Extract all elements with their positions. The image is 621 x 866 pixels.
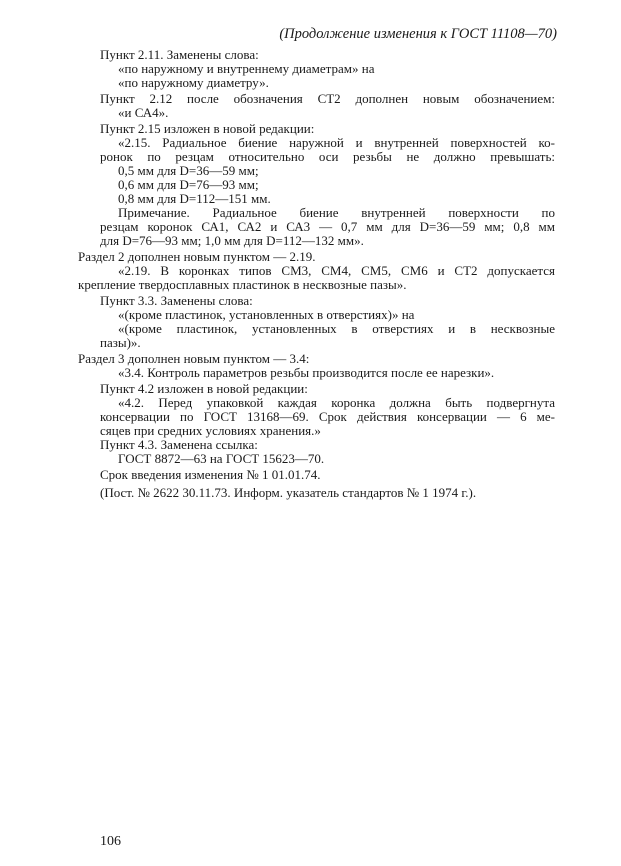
text-line: «и СА4». bbox=[118, 105, 169, 120]
text-line: сяцев при средних условиях хранения.» bbox=[100, 423, 321, 438]
text-line: консервации по ГОСТ 13168—69. Срок действия консервации — 6 ме- bbox=[100, 409, 555, 424]
text-line: 0,8 мм для D=112—151 мм. bbox=[118, 191, 271, 206]
text-line: Раздел 3 дополнен новым пунктом — 3.4: bbox=[78, 351, 310, 366]
running-header: (Продолжение изменения к ГОСТ 11108—70) bbox=[279, 26, 557, 42]
text-line: Раздел 2 дополнен новым пунктом — 2.19. bbox=[78, 249, 316, 264]
text-line: «по наружному диаметру». bbox=[118, 75, 269, 90]
text-line: 0,6 мм для D=76—93 мм; bbox=[118, 177, 259, 192]
text-line: ГОСТ 8872—63 на ГОСТ 15623—70. bbox=[118, 451, 325, 466]
text-line: «по наружному и внутреннему диаметрам» на bbox=[118, 61, 375, 76]
text-line: Срок введения изменения № 1 01.01.74. bbox=[100, 467, 321, 482]
text-line: «2.19. В коронках типов СМ3, СМ4, СМ5, СМ6 и СТ2 допускается bbox=[118, 263, 555, 278]
text-line: Пункт 2.15 изложен в новой редакции: bbox=[100, 121, 315, 136]
text-line: «(кроме пластинок, установленных в отверстиях)» на bbox=[118, 307, 415, 322]
text-line: «4.2. Перед упаковкой каждая коронка должна быть подвергнута bbox=[118, 395, 555, 410]
text-line: Пункт 2.12 после обозначения СТ2 дополнен новым обозначением: bbox=[100, 91, 555, 106]
text-line: «2.15. Радиальное биение наружной и внутренней поверхностей ко- bbox=[118, 135, 555, 150]
note-line: Примечание. Радиальное биение внутренней поверхности по bbox=[118, 205, 555, 220]
text-line: резцам коронок СА1, СА2 и СА3 — 0,7 мм для D=36—59 мм; 0,8 мм bbox=[100, 219, 555, 234]
text-line: «(кроме пластинок, установленных в отверстиях и в несквозные bbox=[118, 321, 555, 336]
text-line: Пункт 4.2 изложен в новой редакции: bbox=[100, 381, 308, 396]
text-line: Пункт 3.3. Заменены слова: bbox=[100, 293, 253, 308]
page-number: 106 bbox=[100, 834, 121, 849]
text-line: Пункт 2.11. Заменены слова: bbox=[100, 47, 259, 62]
text-line: для D=76—93 мм; 1,0 мм для D=112—132 мм». bbox=[100, 233, 364, 248]
text-line: 0,5 мм для D=36—59 мм; bbox=[118, 163, 259, 178]
text-line: пазы)». bbox=[100, 335, 141, 350]
text-line: (Пост. № 2622 30.11.73. Информ. указатель стандартов № 1 1974 г.). bbox=[100, 485, 477, 500]
text-line: крепление твердосплавных пластинок в несквозные пазы». bbox=[78, 277, 407, 292]
text-line: ронок по резцам относительно оси резьбы не должно превышать: bbox=[100, 149, 555, 164]
text-line: Пункт 4.3. Заменена ссылка: bbox=[100, 437, 258, 452]
text-line: «3.4. Контроль параметров резьбы производится после ее нарезки». bbox=[118, 365, 495, 380]
